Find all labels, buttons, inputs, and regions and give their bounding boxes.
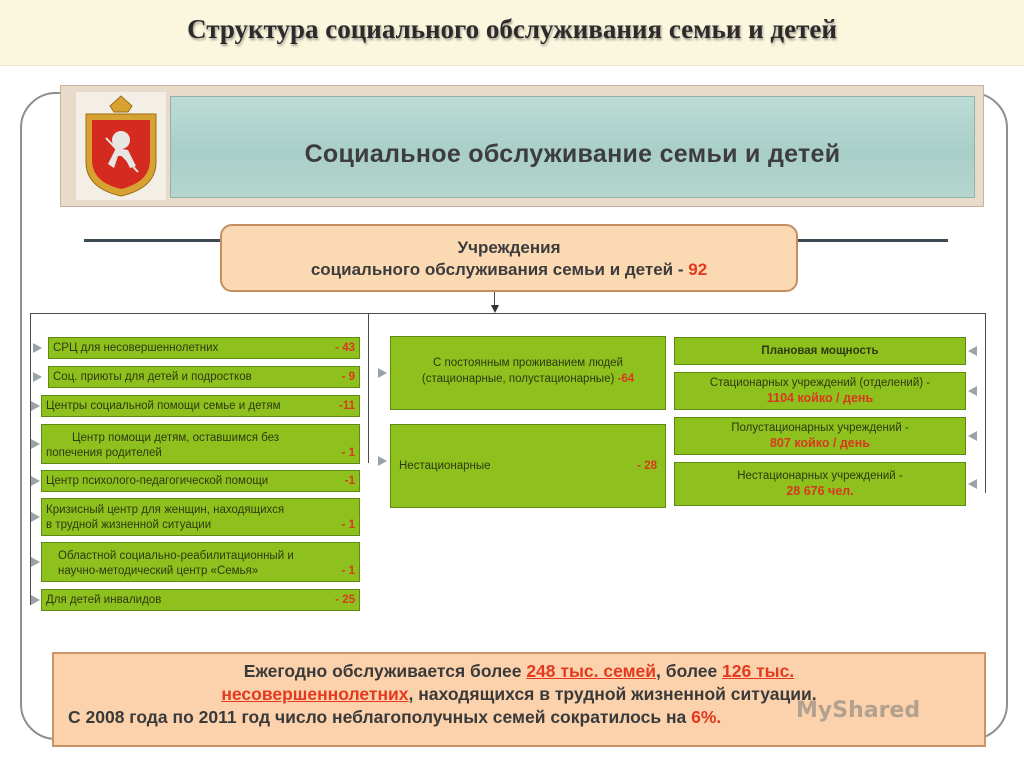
middle-item-label-line2: (стационарные, полустационарные) [421, 373, 615, 385]
capacity-nonstationary [674, 462, 966, 506]
arrow-right-icon [31, 557, 40, 567]
middle-item-value: -64 [617, 373, 635, 385]
capacity-semi-label: Полустационарных учреждений - [731, 422, 909, 434]
left-item-value: - 43 [335, 341, 355, 354]
capacity-stationary-label: Стационарных учреждений (отделений) - [709, 377, 931, 389]
arrow-right-icon [31, 476, 40, 486]
arrow-right-icon [378, 456, 387, 466]
connector-right-vertical [985, 313, 986, 493]
left-item-value: - 9 [341, 370, 355, 383]
banner-title: Социальное обслуживание семьи и детей [304, 140, 841, 168]
left-item-7 [41, 542, 360, 582]
main-box-line2: социального обслуживания семьи и детей - [310, 260, 684, 279]
middle-item-nonstationary [390, 424, 666, 508]
left-item-label: Центры социальной помощи семье и детям [46, 399, 281, 412]
capacity-header-label: Плановая мощность [761, 345, 879, 357]
arrow-left-icon [968, 431, 977, 441]
capacity-stationary-value: 1104 койко / день [766, 391, 874, 405]
summary-text-1: Ежегодно обслуживается более [243, 661, 522, 681]
capacity-header [674, 337, 966, 365]
main-box-value: 92 [688, 260, 708, 279]
arrow-right-icon [31, 512, 40, 522]
left-item-4 [41, 424, 360, 464]
left-item-value: - 1 [341, 565, 355, 577]
left-item-label: СРЦ для несовершеннолетних [53, 341, 219, 354]
connector-horizontal [30, 313, 985, 314]
connector-down [494, 292, 495, 306]
middle-item-label: Нестационарные [399, 460, 491, 472]
left-item-value: - 25 [335, 593, 355, 606]
capacity-nonstationary-value: 28 676 чел. [786, 484, 854, 498]
left-item-label: Соц. приюты для детей и подростков [53, 370, 252, 383]
middle-item-stationary [390, 336, 666, 410]
summary-text-3: , находящихся в трудной жизненной ситуации. [408, 684, 817, 704]
left-item-label: Для детей инвалидов [46, 593, 162, 606]
left-item-value: - 1 [341, 519, 355, 531]
middle-item-value: - 28 [637, 460, 657, 472]
arrow-left-icon [968, 386, 977, 396]
left-item-value: -1 [344, 474, 355, 487]
left-item-value: - 1 [341, 447, 355, 459]
slide-title: Структура социального обслуживания семьи и детей [187, 14, 837, 44]
summary-percent: 6%. [691, 707, 722, 727]
arrow-right-icon [31, 401, 40, 411]
left-item-label-line2: научно-методический центр «Семья» [58, 565, 259, 577]
arrow-left-icon [968, 346, 977, 356]
arrow-right-icon [33, 343, 42, 353]
capacity-nonstationary-label: Нестационарных учреждений - [737, 470, 903, 482]
left-item-8 [41, 589, 360, 611]
watermark-logo: MyShared [796, 698, 921, 723]
left-item-2 [48, 366, 360, 388]
summary-minors-count: 126 тыс. [722, 661, 795, 681]
left-item-value: -11 [339, 399, 355, 412]
summary-minors-label: несовершеннолетних [221, 684, 409, 704]
arrow-down-icon [491, 305, 499, 313]
summary-text-4: С 2008 года по 2011 год число неблагополучных семей сократилось на [68, 707, 687, 727]
middle-item-label-line1: С постоянным проживанием людей [433, 357, 623, 369]
capacity-stationary [674, 372, 966, 410]
summary-families: 248 тыс. семей [526, 661, 657, 681]
arrow-right-icon [33, 372, 42, 382]
arrow-right-icon [378, 368, 387, 378]
main-institutions-box [220, 224, 798, 292]
left-item-label-line2: попечения родителей [46, 447, 162, 459]
left-item-label-line2: в трудной жизненной ситуации [46, 519, 212, 531]
connector-mid-vertical [368, 313, 369, 463]
left-item-label-line1: Областной социально-реабилитационный и [58, 550, 294, 562]
left-item-label-line1: Центр помощи детям, оставшимся без [72, 432, 280, 444]
left-item-5 [41, 470, 360, 492]
capacity-semi [674, 417, 966, 455]
arrow-left-icon [968, 479, 977, 489]
coat-of-arms-icon [76, 92, 166, 200]
left-item-label: Центр психолого-педагогической помощи [46, 474, 269, 487]
main-box-line1: Учреждения [457, 238, 561, 257]
summary-text-2: , более [656, 661, 718, 681]
arrow-right-icon [31, 595, 40, 605]
left-item-label-line1: Кризисный центр для женщин, находящихся [46, 504, 285, 516]
left-item-1 [48, 337, 360, 359]
left-item-6 [41, 498, 360, 536]
left-item-3 [41, 395, 360, 417]
arrow-right-icon [31, 439, 40, 449]
capacity-semi-value: 807 койко / день [769, 436, 870, 450]
